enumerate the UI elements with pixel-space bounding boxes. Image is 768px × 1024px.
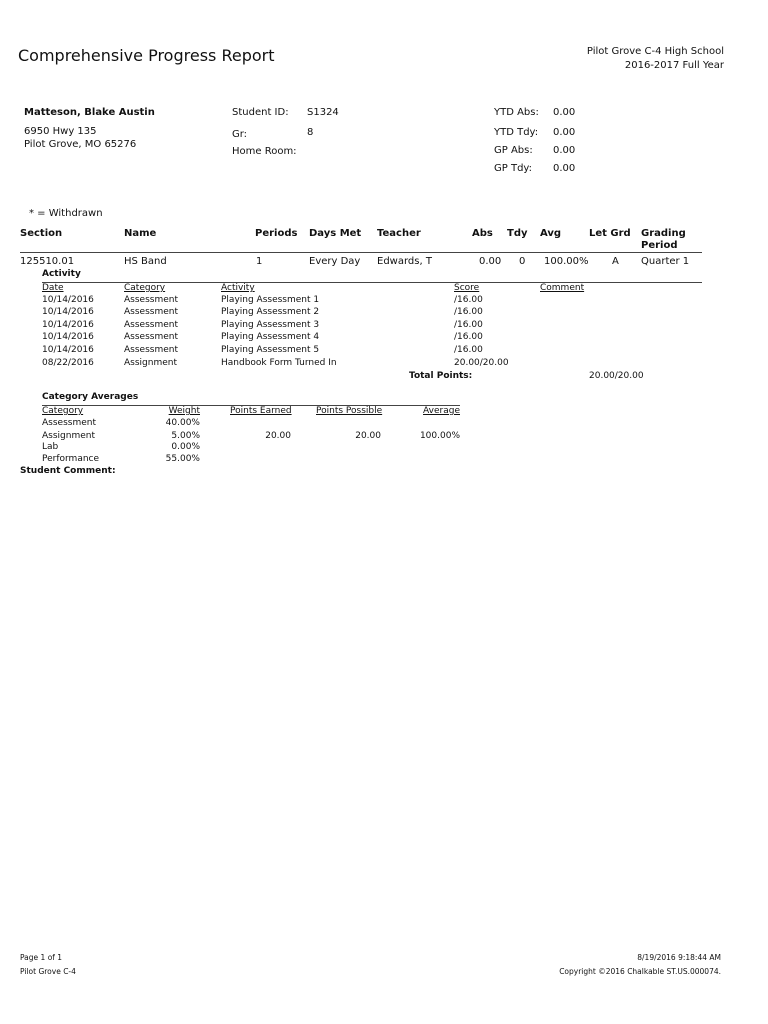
col-header-period: Period [641,240,678,251]
category-row [0,454,768,466]
course-abs: 0.00 [479,256,502,267]
activity-name: Playing Assessment 2 [221,307,320,317]
col-header-avg: Avg [540,228,562,239]
course-periods: 1 [256,256,263,267]
cat-header-points-earned: Points Earned [230,406,292,416]
student-address-line2: Pilot Grove, MO 65276 [24,139,137,150]
section-number: 125510.01 [20,256,75,267]
student-name: Matteson, Blake Austin [24,107,155,118]
category-name: Assessment [42,418,96,428]
col-header-name: Name [124,228,157,239]
category-weight: 55.00% [165,454,200,464]
category-points-possible: 20.00 [355,431,381,441]
col-header-grading: Grading [641,228,686,239]
page-number: Page 1 of 1 [20,953,63,962]
activity-score: 20.00/20.00 [454,358,509,368]
cat-header-category: Category [42,406,84,416]
activity-category: Assessment [124,320,178,330]
gp-tdy-value: 0.00 [553,163,576,174]
activity-category: Assignment [124,358,177,368]
category-averages-rule [42,405,460,406]
activity-category: Assessment [124,307,178,317]
activity-category: Assessment [124,345,178,355]
ytd-tdy-label: YTD Tdy: [494,127,539,138]
category-averages-title: Category Averages [42,392,139,402]
category-weight: 40.00% [165,418,200,428]
activity-header-comment: Comment [540,283,585,293]
activity-score: /16.00 [454,320,483,330]
activity-row [0,320,768,332]
col-header-abs: Abs [472,228,493,239]
withdrawn-legend: * = Withdrawn [29,208,103,219]
category-name: Lab [42,442,59,452]
course-days-met: Every Day [309,256,361,267]
course-tdy: 0 [519,256,526,267]
grade-label: Gr: [232,129,248,140]
activity-name: Playing Assessment 5 [221,345,320,355]
activity-name: Playing Assessment 4 [221,332,320,342]
homeroom-label: Home Room: [232,146,297,157]
student-comment-label: Student Comment: [20,466,116,476]
col-header-periods: Periods [255,228,298,239]
total-points-label: Total Points: [409,371,473,381]
activity-date: 10/14/2016 [42,345,94,355]
activity-header-category: Category [124,283,166,293]
ytd-tdy-value: 0.00 [553,127,576,138]
footer-district: Pilot Grove C-4 [20,967,76,976]
col-header-teacher: Teacher [377,228,421,239]
activity-header-activity: Activity [221,283,255,293]
category-weight: 5.00% [171,431,200,441]
category-row [0,442,768,454]
col-header-tdy: Tdy [507,228,528,239]
activity-name: Playing Assessment 1 [221,295,320,305]
gp-abs-value: 0.00 [553,145,576,156]
activity-row [0,295,768,307]
category-weight: 0.00% [171,442,200,452]
activity-score: /16.00 [454,295,483,305]
report-title: Comprehensive Progress Report [18,46,275,65]
activity-date: 10/14/2016 [42,307,94,317]
activity-name: Playing Assessment 3 [221,320,320,330]
col-header-let-grd: Let Grd [589,228,631,239]
cat-header-average: Average [423,406,460,416]
activity-category: Assessment [124,332,178,342]
category-average: 100.00% [419,431,460,441]
activity-score: /16.00 [454,332,483,342]
activity-title: Activity [42,269,81,279]
category-name: Performance [42,454,100,464]
gp-tdy-label: GP Tdy: [494,163,532,174]
footer-timestamp: 8/19/2016 9:18:44 AM [637,953,721,962]
student-address-line1: 6950 Hwy 135 [24,126,97,137]
activity-date: 08/22/2016 [42,358,94,368]
course-letter-grade: A [612,256,619,267]
activity-date: 10/14/2016 [42,320,94,330]
category-points-earned: 20.00 [265,431,291,441]
activity-header-date: Date [42,283,64,293]
activity-date: 10/14/2016 [42,332,94,342]
ytd-abs-value: 0.00 [553,107,576,118]
cat-header-points-possible: Points Possible [316,406,383,416]
ytd-abs-label: YTD Abs: [494,107,539,118]
course-name: HS Band [124,256,167,267]
course-teacher: Edwards, T [377,256,432,267]
school-name: Pilot Grove C-4 High School [586,46,724,57]
footer-copyright: Copyright ©2016 Chalkable ST.US.000074. [559,967,721,976]
activity-header-score: Score [454,283,480,293]
col-header-section: Section [20,228,63,239]
student-id-label: Student ID: [232,107,289,118]
activity-score: /16.00 [454,345,483,355]
activity-score: /16.00 [454,307,483,317]
total-points-value: 20.00/20.00 [589,371,644,381]
grade-value: 8 [307,127,314,138]
term: 2016-2017 Full Year [624,60,724,71]
activity-row [0,345,768,357]
student-id-value: S1324 [307,107,339,118]
activity-category: Assessment [124,295,178,305]
course-grading-period: Quarter 1 [641,256,690,267]
cat-header-weight: Weight [168,406,200,416]
gp-abs-label: GP Abs: [494,145,533,156]
activity-date: 10/14/2016 [42,295,94,305]
activity-row [0,307,768,319]
col-header-days-met: Days Met [309,228,362,239]
activity-name: Handbook Form Turned In [221,358,337,368]
category-name: Assignment [42,431,95,441]
section-header-rule [20,252,702,253]
category-row [0,418,768,430]
activity-row [0,332,768,344]
activity-row [0,358,768,370]
course-avg: 100.00% [544,256,589,267]
